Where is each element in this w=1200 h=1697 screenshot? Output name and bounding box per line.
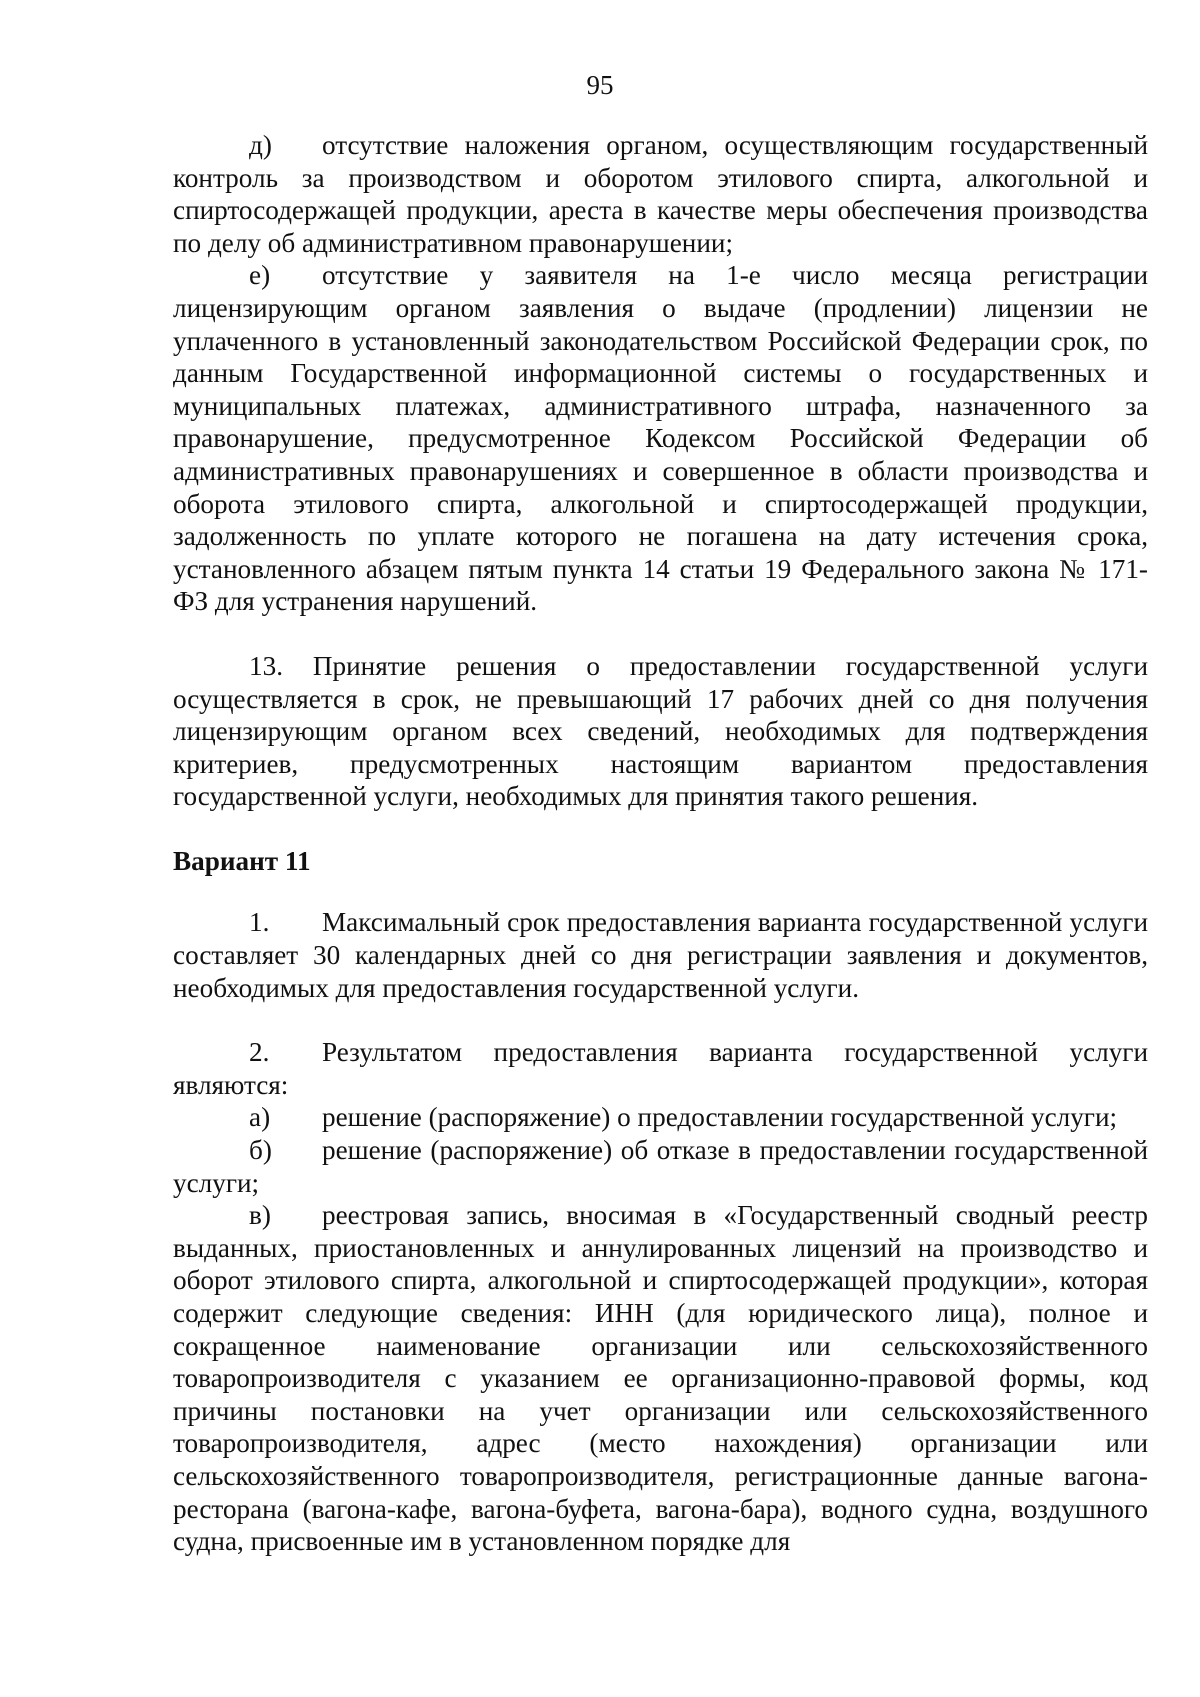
item-text: решение (распоряжение) об отказе в предоставлении государственной услуги; bbox=[173, 1135, 1148, 1198]
item-marker: д) bbox=[249, 130, 272, 160]
item-text: отсутствие наложения органом, осуществляющим государственный контроль за производством и оборотом этилового спирта, алкогольной и спиртосодержащей продукции, ареста в качестве меры обеспечения производства по делу об административном правонарушении; bbox=[173, 130, 1148, 258]
item-text: Максимальный срок предоставления варианта государственной услуги составляет 30 календарных дней со дня регистрации заявления и документов, необходимых для предоставления государственной услуги. bbox=[173, 907, 1148, 1003]
paragraph-item-1 bbox=[173, 906, 1148, 1004]
paragraph-subitem-b bbox=[173, 1134, 1148, 1199]
paragraph-13: 13. Принятие решения о предоставлении государственной услуги осуществляется в срок, не превышающий 17 рабочих дней со дня получения лицензирующим органом всех сведений, необходимых для подтверждения критериев, предусмотренных настоящим вариантом предоставления государственной услуги, необходимых для принятия такого решения. bbox=[173, 650, 1148, 812]
item-text: отсутствие у заявителя на 1-е число месяца регистрации лицензирующим органом заявления о выдаче (продлении) лицензии не уплаченного в установленный законодательством Российской Федерации срок, по данным Государственной информационной системы о государственных и муниципальных платежах, административного штрафа, назначенного за правонарушение, предусмотренное Кодексом Российской Федерации об административных правонарушениях и совершенное в области производства и оборота этилового спирта, алкогольной и спиртосодержащей продукции, задолженность по уплате которого не погашена на дату истечения срока, установленного абзацем пятым пункта 14 статьи 19 Федерального закона № 171-ФЗ для устранения нарушений. bbox=[173, 260, 1148, 617]
section-heading: Вариант 11 bbox=[173, 845, 311, 876]
item-text: решение (распоряжение) о предоставлении государственной услуги; bbox=[322, 1102, 1118, 1133]
item-marker: е) bbox=[249, 260, 271, 291]
item-text: Результатом предоставления варианта государственной услуги являются: bbox=[173, 1037, 1148, 1100]
paragraph-item-d bbox=[173, 129, 1148, 259]
item-marker: 2. bbox=[249, 1037, 270, 1068]
item-marker: б) bbox=[249, 1135, 272, 1166]
page-number: 95 bbox=[586, 70, 614, 100]
paragraph-item-2 bbox=[173, 1036, 1148, 1101]
item-text: реестровая запись, вносимая в «Государственный сводный реестр выданных, приостановленных и аннулированных лицензий на производство и оборот этилового спирта, алкогольной и спиртосодержащей продукции», которая содержит следующие сведения: ИНН (для юридического лица), полное и сокращенное наименование организации или сельскохозяйственного товаропроизводителя с указанием ее организационно-правовой формы, код причины постановки на учет организации или сельскохозяйственного товаропроизводителя, адрес (место нахождения) организации или сельскохозяйственного товаропроизводителя, регистрационные данные вагона-ресторана (вагона-кафе, вагона-буфета, вагона-бара), водного судна, воздушного судна, присвоенные им в установленном порядке для bbox=[173, 1200, 1148, 1557]
paragraph-item-e bbox=[173, 259, 1148, 618]
paragraph-subitem-a bbox=[173, 1101, 1148, 1134]
paragraph-subitem-v bbox=[173, 1199, 1148, 1558]
item-marker: 1. bbox=[249, 907, 270, 938]
document-body bbox=[173, 129, 1148, 1558]
item-marker: а) bbox=[249, 1102, 271, 1133]
item-marker: в) bbox=[249, 1200, 271, 1231]
